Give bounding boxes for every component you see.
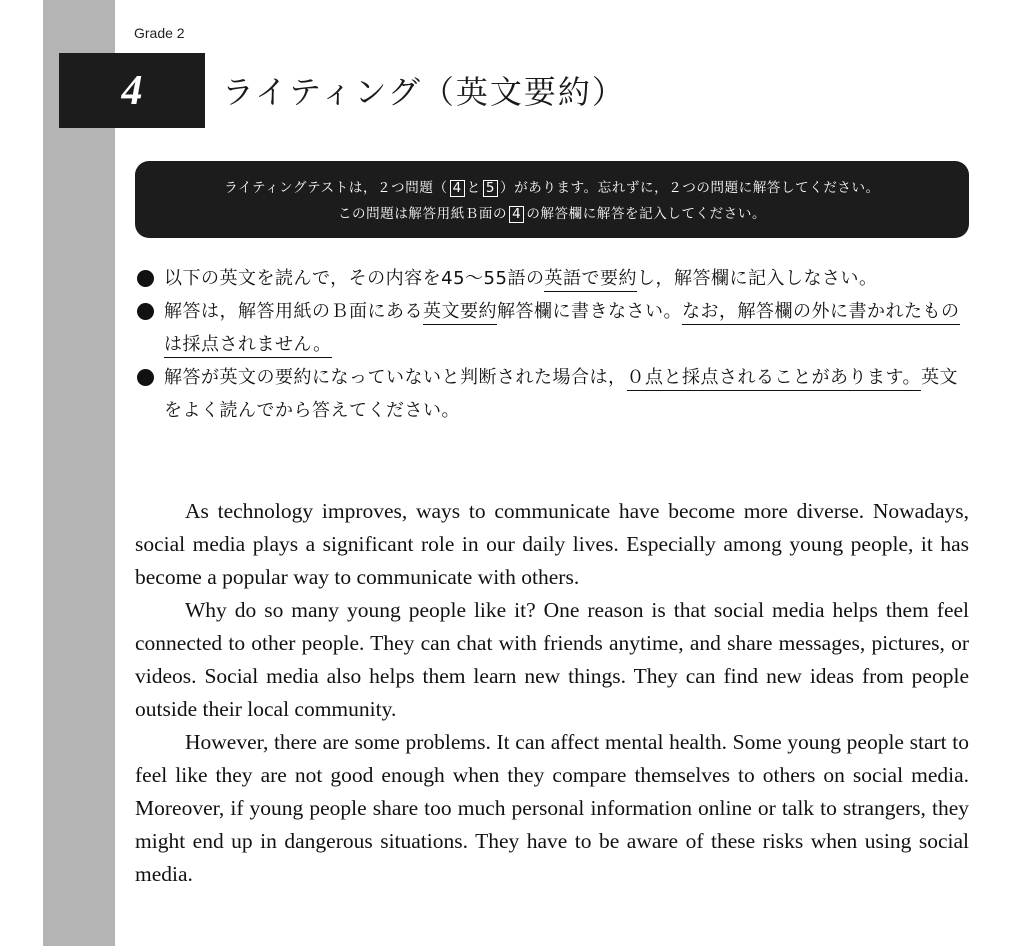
bullet-dot-icon bbox=[137, 303, 154, 320]
boxed-number: 5 bbox=[483, 180, 498, 197]
reading-passage bbox=[135, 495, 969, 891]
section-number-box bbox=[59, 53, 205, 128]
grade-label: Grade 2 bbox=[134, 25, 185, 41]
underlined-text: 英文要約 bbox=[423, 301, 497, 325]
passage-paragraph: As technology improves, ways to communicate have become more diverse. Nowadays, social media plays a significant role in our daily lives. Especially among young people, it has become a popular way to communicate with others. bbox=[135, 499, 969, 589]
notice-text: この問題は解答用紙Ｂ面の bbox=[337, 206, 508, 222]
boxed-number: 4 bbox=[450, 180, 465, 197]
notice-line-1 bbox=[135, 175, 969, 201]
instruction-text: 解答は，解答用紙のＢ面にある bbox=[164, 301, 423, 322]
passage-paragraph: Why do so many young people like it? One reason is that social media helps them feel connected to other people. They can chat with friends anytime, and share messages, pictures, or videos. Social media also helps them learn new things. They can find new ideas from people outside their local community. bbox=[135, 598, 969, 721]
instructions-list bbox=[135, 262, 973, 427]
instruction-text: 解答欄に書きなさい。 bbox=[497, 301, 682, 322]
notice-box bbox=[135, 161, 969, 238]
underlined-text: ０点と採点されることがあります。 bbox=[627, 367, 922, 391]
bullet-dot-icon bbox=[137, 369, 154, 386]
section-number: 4 bbox=[121, 67, 143, 114]
instruction-item bbox=[135, 361, 973, 427]
boxed-number: 4 bbox=[509, 206, 524, 223]
passage-paragraph: However, there are some problems. It can affect mental health. Some young people start to feel like they are not good enough when they compare themselves to others on social media. Moreover, if young people share too much personal information online or talk to strangers, they might end up in dangerous situations. They have to be aware of these risks when using social media. bbox=[135, 730, 969, 886]
bullet-dot-icon bbox=[137, 270, 154, 287]
instruction-text: し，解答欄に記入しなさい。 bbox=[636, 268, 878, 289]
instruction-text: 英文をよく読んでから答えてください。 bbox=[164, 367, 959, 421]
underlined-text: なお，解答欄の外に書かれたものは採点されません。 bbox=[164, 301, 960, 358]
section-title: ライティング（英文要約） bbox=[222, 73, 626, 111]
notice-text: ライティングテストは，２つ問題（ bbox=[224, 180, 448, 196]
instruction-text: 解答が英文の要約になっていないと判断された場合は， bbox=[164, 367, 627, 388]
underlined-text: 英語で要約 bbox=[544, 268, 637, 292]
instruction-item bbox=[135, 262, 973, 295]
notice-text: ）があります。忘れずに，２つの問題に解答してください。 bbox=[500, 180, 880, 196]
instruction-item bbox=[135, 295, 973, 361]
notice-text: と bbox=[466, 180, 481, 196]
side-band bbox=[43, 0, 115, 946]
notice-line-2 bbox=[135, 201, 969, 227]
notice-text: の解答欄に解答を記入してください。 bbox=[526, 206, 767, 222]
instruction-text: 以下の英文を読んで，その内容を45〜55語の bbox=[164, 268, 545, 289]
